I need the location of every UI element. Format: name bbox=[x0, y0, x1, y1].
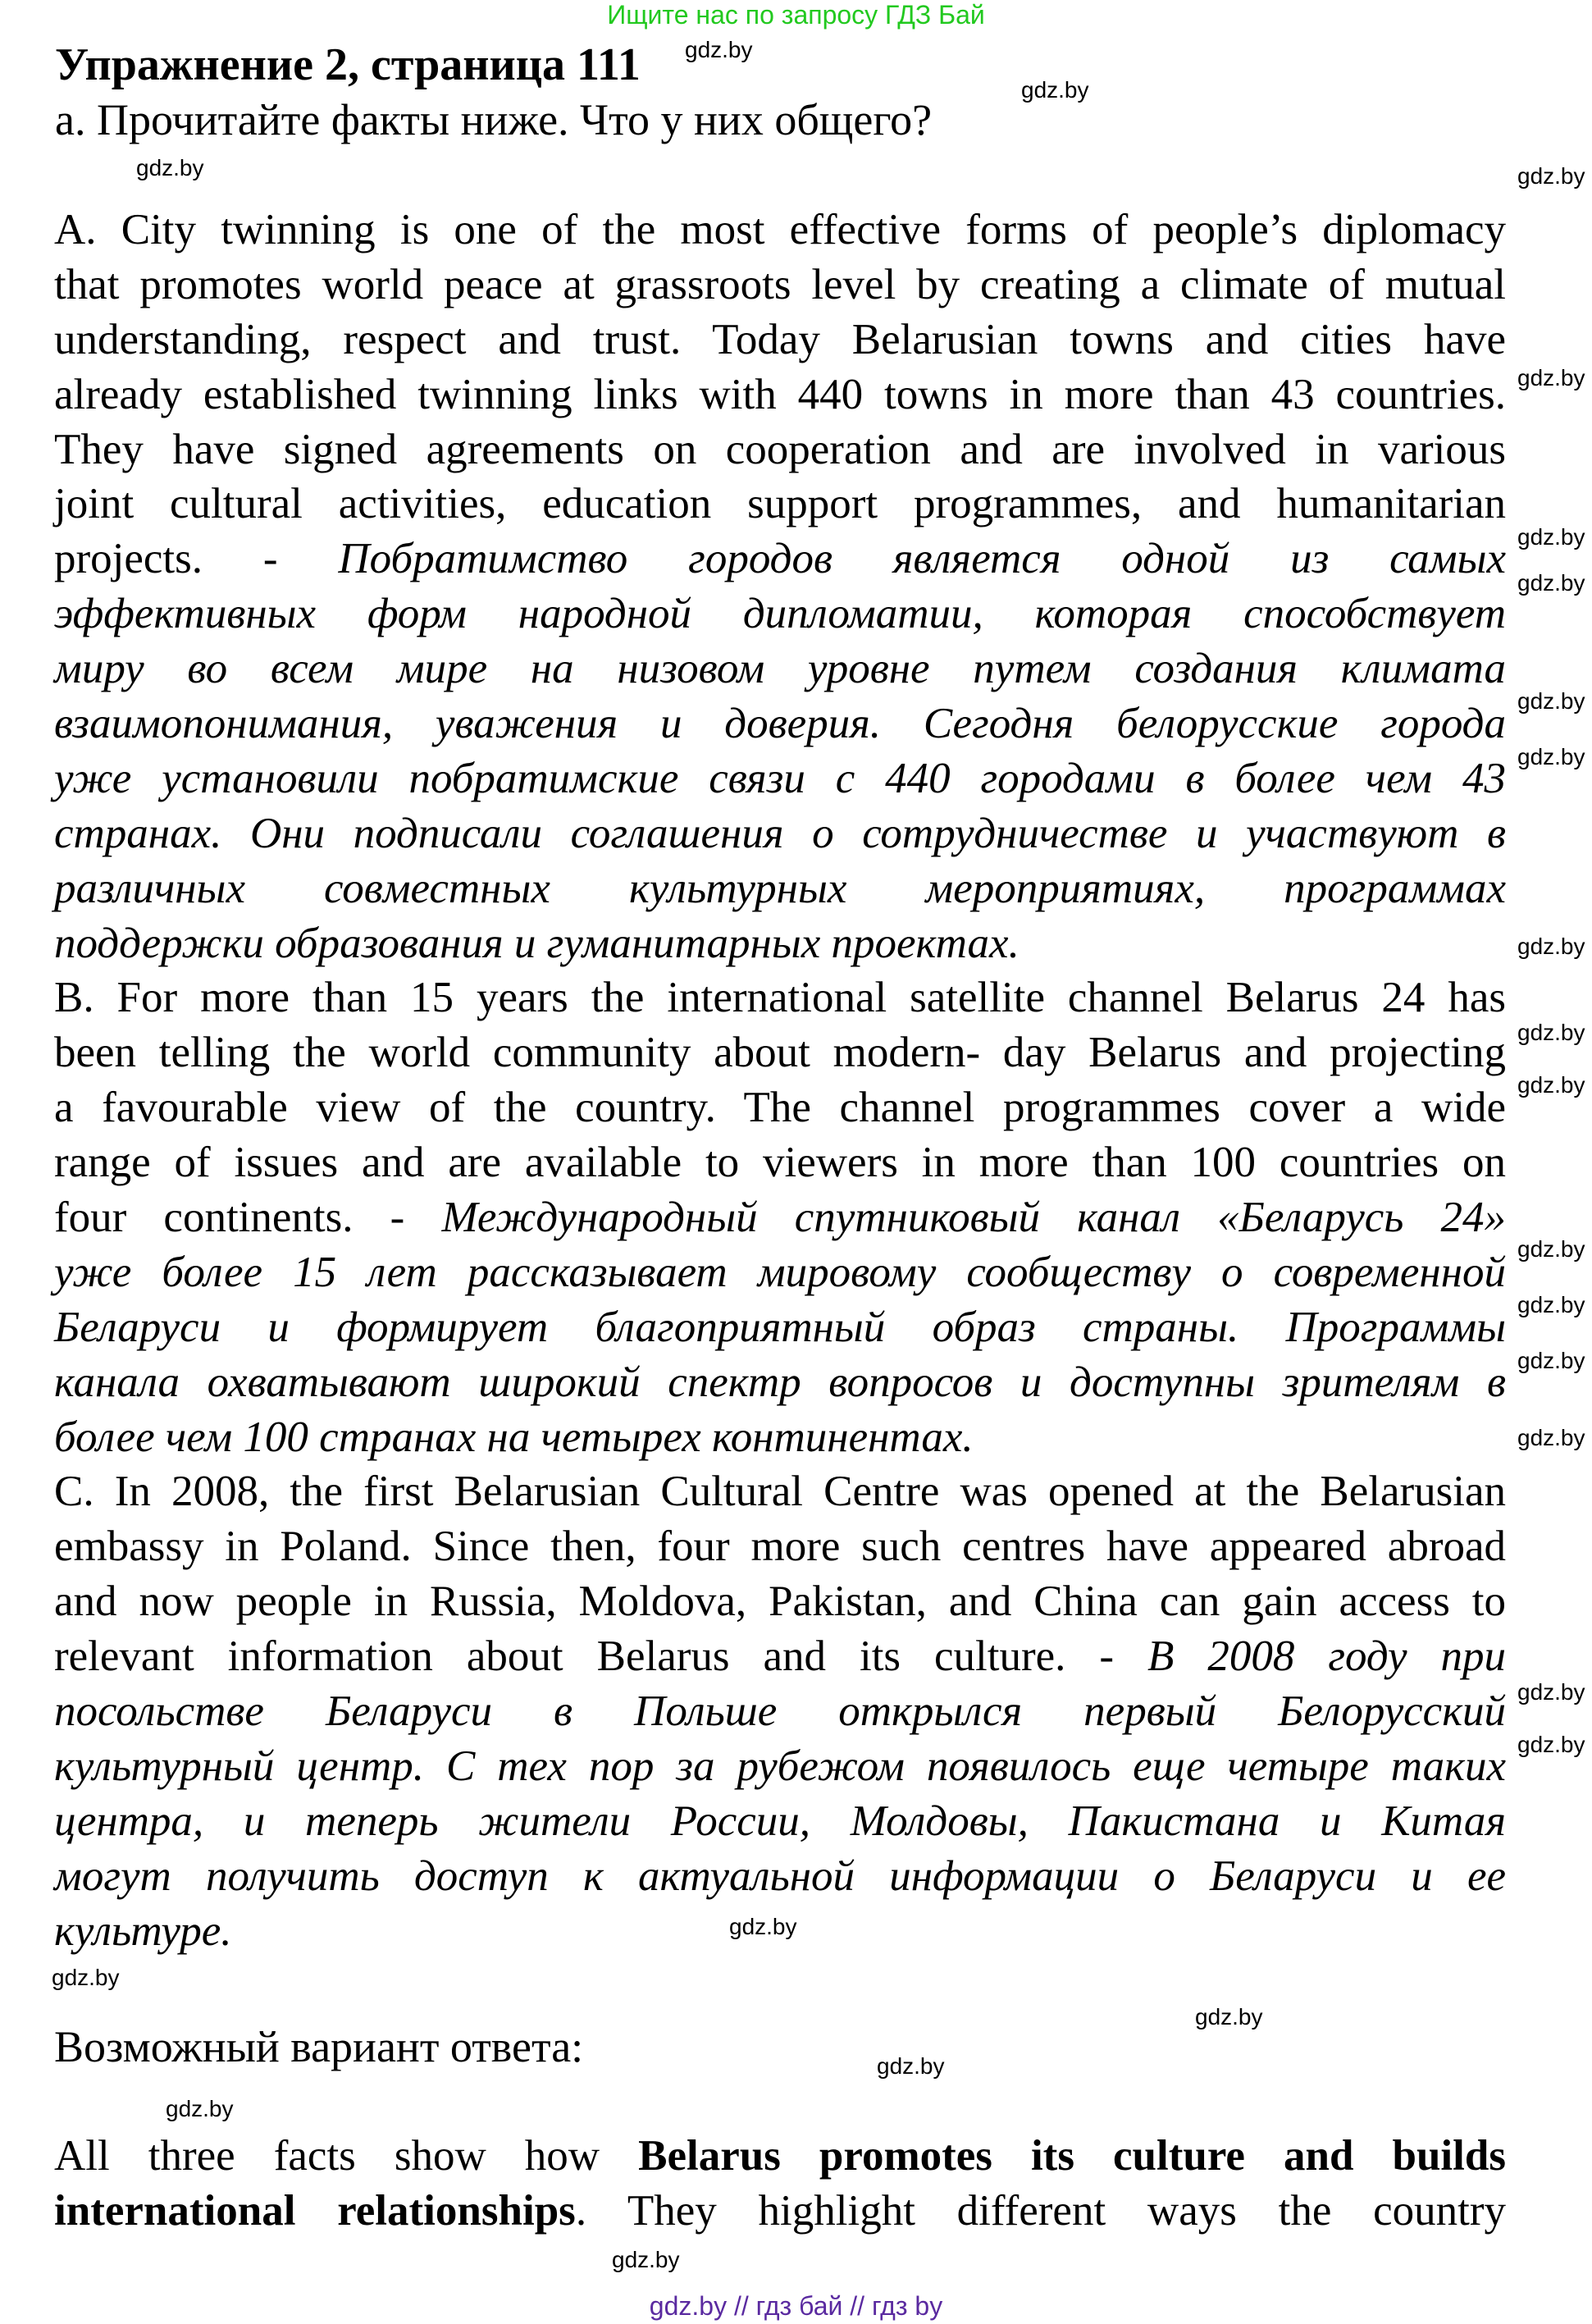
watermark: gdz.by bbox=[612, 2247, 680, 2272]
translation-text: различных совместных культурных мероприятиях, программах bbox=[54, 864, 1506, 912]
translation-text: культуре. bbox=[54, 1906, 232, 1955]
text-line bbox=[54, 1464, 1506, 1519]
text-line bbox=[54, 861, 1506, 916]
text-line bbox=[54, 1080, 1506, 1135]
text-line bbox=[54, 641, 1506, 696]
watermark: gdz.by bbox=[1517, 1732, 1585, 1757]
english-text: They have signed agreements on cooperation and are involved in various bbox=[54, 425, 1506, 473]
text-line bbox=[54, 532, 1506, 587]
watermark: gdz.by bbox=[1517, 1425, 1585, 1450]
translation-text: эффективных форм народной дипломатии, которая способствует bbox=[54, 590, 1506, 638]
watermark: gdz.by bbox=[52, 1965, 120, 1990]
text-line bbox=[54, 751, 1506, 806]
watermark: gdz.by bbox=[1195, 2004, 1263, 2030]
english-text: embassy in Poland. Since then, four more such centres have appeared abroad bbox=[54, 1523, 1506, 1571]
translation-text: Побратимство городов является одной из самых bbox=[338, 535, 1506, 583]
watermark: gdz.by bbox=[1517, 365, 1585, 390]
watermark: gdz.by bbox=[1517, 1348, 1585, 1373]
english-text: A. City twinning is one of the most effective forms of people’s diplomacy bbox=[54, 206, 1506, 253]
translation-text: миру во всем мире на низовом уровне путем создания климата bbox=[54, 645, 1506, 693]
watermark: gdz.by bbox=[685, 37, 753, 62]
translation-text: канала охватывают широкий спектр вопросов и доступны зрителям в bbox=[54, 1358, 1506, 1406]
watermark: gdz.by bbox=[1021, 77, 1089, 103]
bold-text: international relationships bbox=[54, 2186, 576, 2235]
text-line bbox=[54, 1629, 1506, 1684]
text-line bbox=[54, 1849, 1506, 1904]
english-text: C. In 2008, the first Belarusian Cultural Centre was opened at the Belarusian bbox=[54, 1468, 1506, 1516]
text-line bbox=[54, 806, 1506, 861]
text-line bbox=[54, 203, 1506, 258]
text-line bbox=[54, 916, 1506, 971]
page-title bbox=[55, 38, 641, 92]
text-line bbox=[54, 1355, 1506, 1410]
text-line bbox=[54, 477, 1506, 532]
english-text: understanding, respect and trust. Today Belarusian towns and cities have bbox=[54, 315, 1506, 363]
translation-text: уже установили побратимские связи с 440 городами в более чем 43 bbox=[54, 754, 1506, 802]
translation-text: странах. Они подписали соглашения о сотрудничестве и участвуют в bbox=[54, 809, 1506, 857]
text-line bbox=[54, 1519, 1506, 1574]
watermark: gdz.by bbox=[1517, 570, 1585, 596]
answer-text bbox=[54, 2129, 1506, 2239]
watermark: gdz.by bbox=[1517, 1679, 1585, 1705]
watermark: gdz.by bbox=[1517, 1020, 1585, 1045]
text-line bbox=[54, 1245, 1506, 1300]
text-line bbox=[54, 1574, 1506, 1629]
text-line bbox=[54, 587, 1506, 641]
answer-label: Возможный вариант ответа: bbox=[54, 2022, 584, 2071]
text-line bbox=[54, 970, 1506, 1025]
text-line bbox=[54, 1300, 1506, 1355]
english-text: projects. - bbox=[54, 535, 339, 583]
english-text: . They highlight different ways the country bbox=[575, 2186, 1507, 2235]
translation-text: В 2008 году при bbox=[1147, 1632, 1506, 1681]
watermark: gdz.by bbox=[1517, 163, 1585, 189]
promo-banner[interactable]: Ищите нас по запросу ГДЗ Бай bbox=[607, 0, 985, 30]
watermark: gdz.by bbox=[136, 155, 204, 180]
task-question: а. Прочитайте факты ниже. Что у них общего? bbox=[55, 95, 933, 144]
watermark: gdz.by bbox=[729, 1914, 797, 1939]
text-line bbox=[54, 258, 1506, 313]
text-line bbox=[54, 1739, 1506, 1794]
english-text: range of issues and are available to viewers in more than 100 countries on bbox=[54, 1139, 1506, 1187]
translation-text: взаимопонимания, уважения и доверия. Сегодня белорусские города bbox=[54, 700, 1506, 748]
translation-text: посольстве Беларуси в Польше открылся первый Белорусский bbox=[54, 1687, 1506, 1736]
english-text: a favourable view of the country. The channel programmes cover a wide bbox=[54, 1084, 1506, 1132]
answer-line bbox=[54, 2184, 1506, 2239]
english-text: and now people in Russia, Moldova, Pakistan, and China can gain access to bbox=[54, 1577, 1506, 1626]
title-text: Упражнение 2, страница 111 bbox=[55, 39, 641, 90]
watermark: gdz.by bbox=[166, 2096, 234, 2121]
english-text: already established twinning links with 440 towns in more than 43 countries. bbox=[54, 370, 1506, 418]
translation-text: уже более 15 лет рассказывает мировому сообществу о современной bbox=[54, 1248, 1506, 1296]
english-text: relevant information about Belarus and its culture. - bbox=[54, 1632, 1148, 1681]
translation-text: культурный центр. С тех пор за рубежом появилось еще четыре таких bbox=[54, 1742, 1506, 1790]
watermark: gdz.by bbox=[1517, 1236, 1585, 1262]
text-line bbox=[54, 368, 1506, 422]
translation-text: могут получить доступ к актуальной информации о Беларуси и ее bbox=[54, 1851, 1506, 1900]
text-line bbox=[54, 696, 1506, 751]
translation-text: центра, и теперь жители России, Молдовы, Пакистана и Китая bbox=[54, 1797, 1506, 1845]
english-text: All three facts show how bbox=[54, 2132, 639, 2180]
watermark: gdz.by bbox=[1517, 934, 1585, 959]
watermark: gdz.by bbox=[1517, 1292, 1585, 1317]
translation-text: более чем 100 странах на четырех континентах. bbox=[54, 1413, 974, 1461]
text-line bbox=[54, 1135, 1506, 1190]
text-line bbox=[54, 1410, 1506, 1465]
text-line bbox=[54, 1794, 1506, 1849]
watermark: gdz.by bbox=[1517, 744, 1585, 769]
english-text: four continents. - bbox=[54, 1194, 442, 1242]
english-text: been telling the world community about modern- day Belarus and projecting bbox=[54, 1029, 1506, 1077]
translation-text: поддержки образования и гуманитарных проектах. bbox=[54, 919, 1020, 967]
text-line bbox=[54, 1025, 1506, 1080]
watermark: gdz.by bbox=[877, 2053, 945, 2079]
translation-text: Международный спутниковый канал «Беларусь 24» bbox=[441, 1194, 1506, 1242]
watermark: gdz.by bbox=[1517, 524, 1585, 550]
watermark: gdz.by bbox=[1517, 1072, 1585, 1098]
bold-text: Belarus promotes its culture and builds bbox=[638, 2132, 1506, 2180]
facts-text bbox=[54, 203, 1506, 1959]
text-line bbox=[54, 1190, 1506, 1245]
text-line bbox=[54, 313, 1506, 368]
english-text: joint cultural activities, education support programmes, and humanitarian bbox=[54, 480, 1506, 528]
answer-line bbox=[54, 2129, 1506, 2184]
watermark: gdz.by bbox=[1517, 688, 1585, 714]
translation-text: Беларуси и формирует благоприятный образ страны. Программы bbox=[54, 1303, 1506, 1351]
text-line bbox=[54, 422, 1506, 477]
english-text: B. For more than 15 years the international satellite channel Belarus 24 has bbox=[54, 974, 1506, 1022]
footer-links[interactable]: gdz.by // гдз бай // гдз by bbox=[649, 2291, 943, 2321]
english-text: that promotes world peace at grassroots level by creating a climate of mutual bbox=[54, 260, 1506, 308]
text-line bbox=[54, 1684, 1506, 1739]
